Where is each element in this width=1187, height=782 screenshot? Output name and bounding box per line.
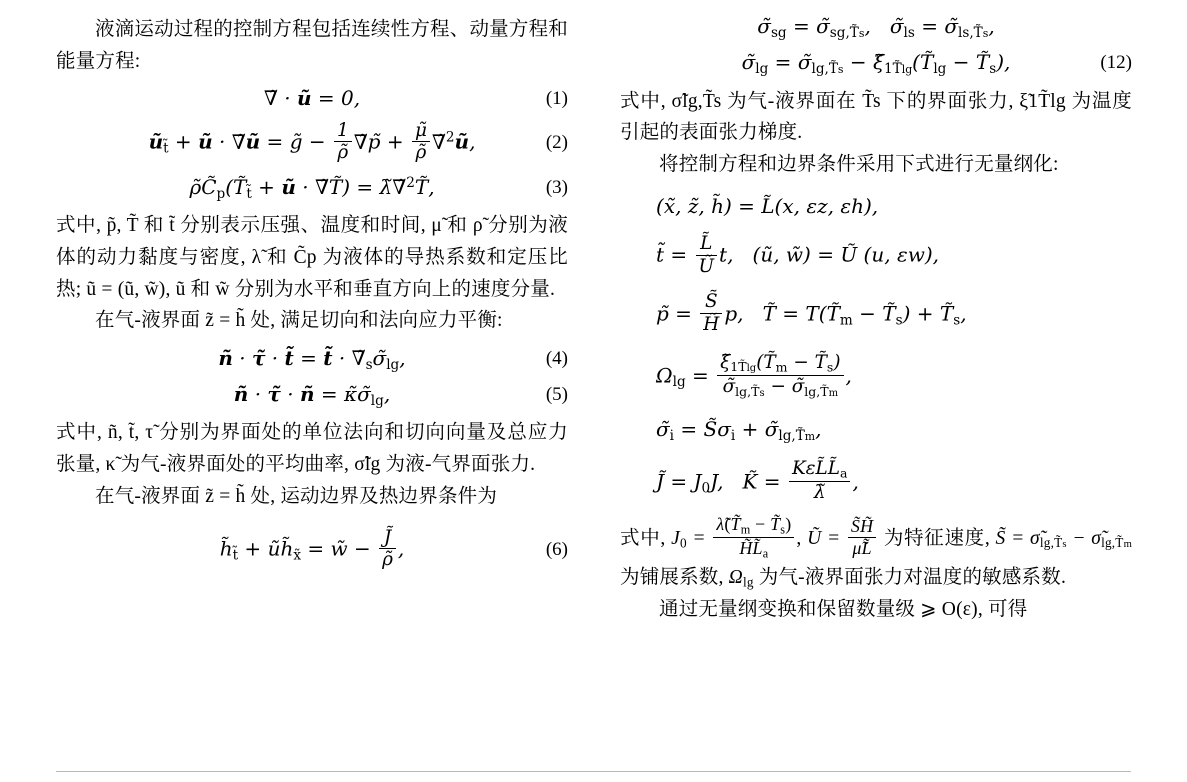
scaling-equation-6 — [620, 460, 1132, 506]
scaling-equation-2 — [620, 234, 1132, 278]
equation-11 — [620, 14, 1132, 41]
equation-2-tag: (2) — [545, 132, 568, 154]
scaling-equation-4-formula: $\Omega_{lg}$ = $\frac{\xĩ_{1T̃lg}(T̃_m - T̃_s)}{\sigmã_{lg,T̃s} - \sigmã_{lg,T̃m}}$ , — [656, 351, 852, 399]
equation-5-tag: (5) — [545, 383, 568, 405]
inline-j0: J — [671, 527, 680, 549]
equation-3-tag: (3) — [545, 177, 568, 199]
left-column — [56, 14, 568, 625]
equation-1-formula: ∇̃ · ũ = 0, — [263, 86, 361, 111]
scaling-equation-3 — [620, 293, 1132, 337]
equation-12-tag: (12) — [1100, 52, 1132, 74]
equation-11-formula: $\sigmã_{sg}$ = $\sigmã_{sg,T̃s}$, $\sigmã_{ls}$ = $\sigmã_{ls,T̃s}$, — [757, 14, 995, 41]
equation-4 — [56, 346, 568, 373]
scaling-equation-4 — [620, 353, 1132, 401]
paragraph-right-4: 通过无量纲变换和保留数量级 ⩾ O(ε), 可得 — [659, 598, 1028, 620]
inline-s: S̃ = σ̃ — [995, 527, 1040, 549]
paragraph-left-5: 在气-液界面 z̃ = h̃ 处, 运动边界及热边界条件为 — [95, 485, 498, 507]
equation-2 — [56, 121, 568, 165]
paragraph-right-3-p2: 为特征速度, — [878, 527, 996, 549]
scaling-equation-5 — [620, 417, 1132, 444]
equation-1-tag: (1) — [545, 88, 568, 110]
scaling-equation-5-formula: $\sigmã_i$ = $S̃\sigma_i$ + $\sigmã_{lg,T̃m}$, — [656, 416, 822, 444]
equation-6 — [56, 528, 568, 572]
inline-u: Ũ — [807, 527, 822, 549]
scaling-equation-1-formula: (x̃, z̃, h̃) = L̃(x, εz, εh), — [656, 194, 879, 219]
paragraph-right-3-p4: 为气-液界面张力对温度的敏感系数. — [753, 567, 1067, 589]
paragraph-right-3-p1: 式中, — [620, 527, 672, 549]
equation-4-formula: ñ · τ̃ · t̃ = t̃ · $\nablã_s\sigmã_{lg}$, — [218, 345, 406, 373]
equation-12-formula: $\sigmã_{lg}$ = $\sigmã_{lg,T̃s}$ − $\xĩ_{1T̃lg}(T̃_{lg}$ − $T̃_s$), — [741, 49, 1011, 77]
two-column-layout — [56, 14, 1131, 625]
paragraph-left-2: 式中, p̃, T̃ 和 t̃ 分别表示压强、温度和时间, μ̃ 和 ρ̃ 分别为液体的动力黏度与密度, λ̃ 和 C̃p 为液体的导热系数和定压比热; ũ = (ũ, w̃), ũ 和 w̃ 分别为水平和垂直方向上的速度分量. — [56, 215, 568, 300]
scaling-equation-3-formula: p̃ = $\frac{S̃}{H̃}$ p, T̃ = $T(T̃_m$ − $T̃_s$) + $T̃_s$, — [656, 291, 967, 336]
paragraph-left-4: 式中, ñ, t̃, τ̃ 分别为界面处的单位法向和切向向量及总应力张量, κ̃ 为气-液界面处的平均曲率, σ̃lg 为液-气界面张力. — [56, 422, 568, 475]
paragraph-left-1: 液滴运动过程的控制方程包括连续性方程、动量方程和能量方程: — [56, 19, 568, 72]
equation-12 — [620, 50, 1132, 77]
equation-6-tag: (6) — [545, 539, 568, 561]
equation-3-formula: $\rhõC̃_p(T̃_{t̃}$ + ũ · ∇̃T̃) = λ̃∇̃$^2$T̃, — [189, 174, 435, 202]
footer-divider — [56, 771, 1131, 772]
scaling-equation-1 — [620, 194, 1132, 220]
equation-5-formula: ñ · τ̃ · ñ = $\kappã\sigmã_{lg}$, — [233, 381, 391, 409]
paragraph-right-1: 式中, σ̃lg,T̃s 为气-液界面在 T̃s 下的界面张力, ξ̃1T̃lg 为温度引起的表面张力梯度. — [620, 90, 1132, 144]
equation-3 — [56, 175, 568, 202]
equation-2-formula: $ũ_{t̃}$ + ũ · ∇̃ũ = g̃ − $\frac{1}{\rhõ}$ ∇̃p̃ + $\frac{\mũ}{\rhõ}$ ∇̃$^2$ũ, — [148, 119, 476, 164]
equation-1 — [56, 86, 568, 112]
inline-omega: Ω — [728, 567, 743, 589]
paragraph-right-3: 式中, $J_0$ = $\frac{\lambdã(T̃_m - T̃_s)}{H̃L̃_a}$ , Ũ = $\frac{S̃H̃}{\mũL̃}$ 为特征速度, S̃ = $\sigmã_{lg,T̃s}$ − $\sigmã_{lg,T̃m}$ 为铺展系数, $\Omega_{lg}$ 为气-液界面张力对温度的敏感系数. — [620, 514, 1133, 590]
equation-5 — [56, 382, 568, 409]
equation-6-formula: $h̃_{t̃}$ + $ũh̃_{x̃}$ = w̃ − $\frac{J̃}{\rhõ}$ , — [219, 526, 405, 571]
paragraph-right-2: 将控制方程和边界条件采用下式进行无量纲化: — [659, 153, 1059, 175]
equation-4-tag: (4) — [545, 348, 568, 370]
paragraph-right-3-p3: 为铺展系数, — [620, 567, 729, 589]
right-column — [620, 14, 1132, 625]
scaling-equation-2-formula: t̃ = $\frac{L̃}{Ũ}$ t, (ũ, w̃) = Ũ (u, εw), — [656, 232, 939, 277]
paragraph-left-3: 在气-液界面 z̃ = h̃ 处, 满足切向和法向应力平衡: — [95, 310, 503, 332]
scaling-equation-6-formula: J̃ = $J_0J$, K̃ = $\frac{K\varepsilon L̃L̃_a}{\lambdã}$ , — [656, 458, 859, 504]
